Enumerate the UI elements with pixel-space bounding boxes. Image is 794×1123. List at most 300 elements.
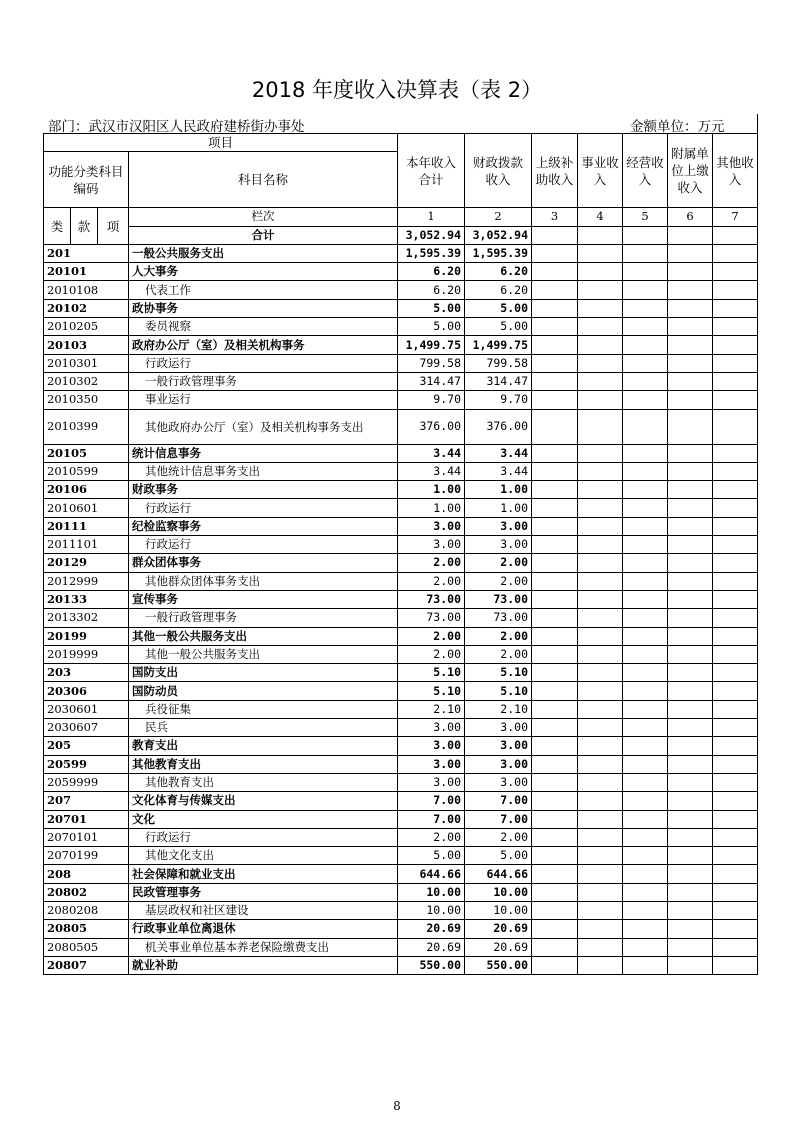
total-income-value: 550.00: [398, 956, 465, 974]
empty-cell: [532, 883, 578, 901]
empty-cell: [713, 810, 758, 828]
empty-cell: [713, 554, 758, 572]
subject-name: 国防支出: [129, 664, 398, 682]
table-row: [44, 517, 758, 535]
total-income-value: 3.00: [398, 773, 465, 791]
empty-cell: [668, 263, 713, 281]
fiscal-allocation-value: 7.00: [465, 810, 532, 828]
total-income-value: 6.20: [398, 281, 465, 299]
empty-cell: [713, 391, 758, 409]
empty-cell: [578, 719, 623, 737]
empty-cell: [578, 828, 623, 846]
subject-name: 其他一般公共服务支出: [129, 627, 398, 645]
empty-cell: [713, 737, 758, 755]
table-row: [44, 810, 758, 828]
empty-cell: [532, 664, 578, 682]
empty-cell: [532, 536, 578, 554]
empty-cell: [532, 627, 578, 645]
empty-cell: [532, 938, 578, 956]
empty-cell: [713, 336, 758, 354]
total-income-value: 3.44: [398, 462, 465, 480]
empty-cell: [578, 299, 623, 317]
fiscal-allocation-value: 5.00: [465, 299, 532, 317]
empty-cell: [623, 281, 668, 299]
empty-cell: [532, 773, 578, 791]
total-income-value: 3.44: [398, 444, 465, 462]
empty-cell: [623, 318, 668, 336]
subject-name: 统计信息事务: [129, 444, 398, 462]
lei-header: 类: [44, 208, 71, 245]
total-income-value: 5.00: [398, 847, 465, 865]
empty-cell: [668, 244, 713, 262]
empty-cell: [532, 263, 578, 281]
empty-cell: [578, 590, 623, 608]
table-row: [44, 645, 758, 663]
col-header-7: 其他收入: [713, 134, 758, 208]
empty-cell: [668, 645, 713, 663]
subject-name: 事业运行: [129, 391, 398, 409]
empty-cell: [668, 481, 713, 499]
empty-cell: [623, 444, 668, 462]
empty-cell: [623, 682, 668, 700]
table-row: [44, 462, 758, 480]
total-income-value: 3.00: [398, 755, 465, 773]
empty-cell: [668, 883, 713, 901]
fiscal-allocation-value: 1.00: [465, 481, 532, 499]
xiang-header: 项: [98, 208, 129, 245]
fiscal-allocation-value: 9.70: [465, 391, 532, 409]
total-income-value: 7.00: [398, 810, 465, 828]
subject-name: 机关事业单位基本养老保险缴费支出: [129, 938, 398, 956]
empty-cell: [578, 664, 623, 682]
empty-cell: [532, 700, 578, 718]
func-code-header: 功能分类科目编码: [44, 152, 129, 208]
empty-cell: [713, 901, 758, 919]
empty-cell: [532, 409, 578, 444]
empty-cell: [578, 755, 623, 773]
empty-cell: [578, 244, 623, 262]
empty-cell: [668, 609, 713, 627]
fiscal-allocation-value: 3.44: [465, 462, 532, 480]
header-divider: [757, 114, 758, 133]
empty-cell: [578, 481, 623, 499]
empty-cell: [532, 719, 578, 737]
subject-name: 其他教育支出: [129, 755, 398, 773]
fiscal-allocation-value: 3.00: [465, 517, 532, 535]
fiscal-allocation-value: 6.20: [465, 281, 532, 299]
empty-cell: [713, 318, 758, 336]
subject-name: 行政运行: [129, 536, 398, 554]
empty-cell: [713, 755, 758, 773]
total-income-value: 2.00: [398, 627, 465, 645]
subject-code: 2010399: [44, 409, 129, 444]
subject-code: 20106: [44, 481, 129, 499]
subject-name: 政协事务: [129, 299, 398, 317]
empty-cell: [713, 281, 758, 299]
empty-cell: [532, 517, 578, 535]
fiscal-allocation-value: 10.00: [465, 901, 532, 919]
empty-cell: [713, 865, 758, 883]
empty-cell: [668, 627, 713, 645]
empty-cell: [532, 828, 578, 846]
total-income-value: 1,595.39: [398, 244, 465, 262]
empty-cell: [713, 627, 758, 645]
subject-code: 20133: [44, 590, 129, 608]
table-row: [44, 901, 758, 919]
subject-name: 财政事务: [129, 481, 398, 499]
subject-code: 208: [44, 865, 129, 883]
subject-code: 2010601: [44, 499, 129, 517]
empty-cell: [668, 572, 713, 590]
empty-cell: [532, 590, 578, 608]
income-table: [43, 133, 758, 975]
subject-code: 20105: [44, 444, 129, 462]
table-row: [44, 244, 758, 262]
empty-cell: [713, 664, 758, 682]
total-value-1: 3,052.94: [398, 226, 465, 244]
table-row: [44, 281, 758, 299]
empty-cell: [578, 499, 623, 517]
empty-cell: [623, 609, 668, 627]
empty-cell: [668, 956, 713, 974]
empty-cell: [532, 847, 578, 865]
page-title: 2018 年度收入决算表（表 2）: [251, 78, 543, 102]
fiscal-allocation-value: 5.10: [465, 682, 532, 700]
table-row: [44, 719, 758, 737]
empty-cell: [713, 536, 758, 554]
empty-cell: [668, 281, 713, 299]
subject-code: 2013302: [44, 609, 129, 627]
subject-code: 207: [44, 792, 129, 810]
empty-cell: [578, 517, 623, 535]
table-row: [44, 336, 758, 354]
empty-cell: [578, 536, 623, 554]
table-row: [44, 263, 758, 281]
empty-cell: [623, 462, 668, 480]
table-row: [44, 938, 758, 956]
subject-name: 一般行政管理事务: [129, 372, 398, 390]
fiscal-allocation-value: 7.00: [465, 792, 532, 810]
fiscal-allocation-value: 5.00: [465, 318, 532, 336]
empty-cell: [578, 263, 623, 281]
subject-code: 2019999: [44, 645, 129, 663]
total-value-2: 3,052.94: [465, 226, 532, 244]
empty-cell: [532, 682, 578, 700]
empty-cell: [668, 299, 713, 317]
fiscal-allocation-value: 2.10: [465, 700, 532, 718]
empty-cell: [578, 354, 623, 372]
fiscal-allocation-value: 1.00: [465, 499, 532, 517]
table-row: [44, 792, 758, 810]
empty-cell: [623, 354, 668, 372]
empty-cell: [668, 499, 713, 517]
subject-code: 2010205: [44, 318, 129, 336]
empty-cell: [713, 517, 758, 535]
table-row: [44, 865, 758, 883]
table-row: [44, 682, 758, 700]
empty-cell: [623, 883, 668, 901]
empty-cell: [623, 755, 668, 773]
empty-cell: [623, 409, 668, 444]
col-header-6: 附属单位上缴收入: [668, 134, 713, 208]
empty-cell: [623, 372, 668, 390]
empty-cell: [578, 336, 623, 354]
subject-code: 20199: [44, 627, 129, 645]
empty-cell: [623, 865, 668, 883]
subject-code: 20103: [44, 336, 129, 354]
subject-name: 国防动员: [129, 682, 398, 700]
empty-cell: [532, 462, 578, 480]
subject-code: 2030607: [44, 719, 129, 737]
table-row: [44, 847, 758, 865]
fiscal-allocation-value: 644.66: [465, 865, 532, 883]
empty-cell: [532, 372, 578, 390]
empty-cell: [668, 938, 713, 956]
empty-cell: [668, 409, 713, 444]
subject-code: 20599: [44, 755, 129, 773]
table-row: [44, 354, 758, 372]
project-header: 项目: [44, 134, 398, 152]
empty-cell: [578, 409, 623, 444]
empty-cell: [578, 554, 623, 572]
fiscal-allocation-value: 73.00: [465, 590, 532, 608]
empty-cell: [668, 462, 713, 480]
empty-cell: [713, 773, 758, 791]
empty-cell: [532, 609, 578, 627]
empty-cell: [668, 792, 713, 810]
table-row: [44, 318, 758, 336]
subject-code: 2070101: [44, 828, 129, 846]
col-header-3: 上级补助收入: [532, 134, 578, 208]
total-income-value: 3.00: [398, 517, 465, 535]
empty-cell: [623, 920, 668, 938]
total-income-value: 5.10: [398, 664, 465, 682]
lanci-label: 栏次: [129, 208, 398, 226]
subject-name: 兵役征集: [129, 700, 398, 718]
table-row: [44, 590, 758, 608]
subject-code: 2080505: [44, 938, 129, 956]
empty-cell: [713, 481, 758, 499]
empty-cell: [578, 700, 623, 718]
empty-cell: [713, 645, 758, 663]
col-number-6: 6: [668, 208, 713, 226]
empty-cell: [668, 664, 713, 682]
col-header-4: 事业收入: [578, 134, 623, 208]
empty-cell: [532, 792, 578, 810]
table-row: [44, 920, 758, 938]
empty-cell: [623, 244, 668, 262]
subject-name-header: 科目名称: [129, 152, 398, 208]
empty-cell: [623, 773, 668, 791]
empty-cell: [713, 956, 758, 974]
table-row: [44, 664, 758, 682]
unit-label: 金额单位：万元: [630, 119, 725, 135]
empty-cell: [668, 737, 713, 755]
total-income-value: 3.00: [398, 536, 465, 554]
empty-cell: [668, 828, 713, 846]
total-income-value: 1.00: [398, 481, 465, 499]
total-income-value: 5.00: [398, 318, 465, 336]
empty-cell: [668, 590, 713, 608]
fiscal-allocation-value: 2.00: [465, 572, 532, 590]
empty-cell: [623, 299, 668, 317]
empty-cell: [532, 299, 578, 317]
empty-cell: [713, 847, 758, 865]
total-income-value: 1,499.75: [398, 336, 465, 354]
total-income-value: 376.00: [398, 409, 465, 444]
total-income-value: 3.00: [398, 719, 465, 737]
subject-code: 2010108: [44, 281, 129, 299]
empty-cell: [713, 682, 758, 700]
empty-cell: [713, 572, 758, 590]
empty-cell: [532, 810, 578, 828]
empty-cell: [623, 336, 668, 354]
total-income-value: 1.00: [398, 499, 465, 517]
subject-name: 一般公共服务支出: [129, 244, 398, 262]
fiscal-allocation-value: 5.00: [465, 847, 532, 865]
subject-name: 其他教育支出: [129, 773, 398, 791]
table-row: [44, 883, 758, 901]
fiscal-allocation-value: 10.00: [465, 883, 532, 901]
total-income-value: 2.00: [398, 645, 465, 663]
col-number-7: 7: [713, 208, 758, 226]
total-income-value: 10.00: [398, 883, 465, 901]
col-number-4: 4: [578, 208, 623, 226]
empty-cell: [668, 810, 713, 828]
empty-cell: [578, 792, 623, 810]
total-income-value: 73.00: [398, 590, 465, 608]
empty-cell: [668, 700, 713, 718]
total-income-value: 644.66: [398, 865, 465, 883]
table-row: [44, 554, 758, 572]
empty-cell: [623, 554, 668, 572]
col-header-2: 财政拨款收入: [465, 134, 532, 208]
page-number: 8: [393, 1099, 401, 1113]
empty-cell: [623, 645, 668, 663]
empty-cell: [578, 391, 623, 409]
empty-cell: [578, 281, 623, 299]
total-income-value: 20.69: [398, 938, 465, 956]
subject-name: 其他政府办公厅（室）及相关机构事务支出: [129, 409, 398, 444]
empty-cell: [668, 755, 713, 773]
total-income-value: 10.00: [398, 901, 465, 919]
fiscal-allocation-value: 2.00: [465, 627, 532, 645]
fiscal-allocation-value: 3.00: [465, 755, 532, 773]
empty-cell: [623, 847, 668, 865]
col-header-1: 本年收入合计: [398, 134, 465, 208]
empty-cell: [532, 737, 578, 755]
fiscal-allocation-value: 3.44: [465, 444, 532, 462]
subject-code: 2010302: [44, 372, 129, 390]
subject-code: 2010599: [44, 462, 129, 480]
empty-cell: [532, 572, 578, 590]
empty-cell: [623, 536, 668, 554]
subject-name: 民政管理事务: [129, 883, 398, 901]
empty-cell: [623, 627, 668, 645]
empty-cell: [578, 847, 623, 865]
empty-cell: [668, 719, 713, 737]
empty-cell: [668, 865, 713, 883]
subject-name: 教育支出: [129, 737, 398, 755]
subject-code: 20111: [44, 517, 129, 535]
col-header-5: 经营收入: [623, 134, 668, 208]
subject-name: 其他群众团体事务支出: [129, 572, 398, 590]
total-income-value: 20.69: [398, 920, 465, 938]
empty-cell: [668, 517, 713, 535]
empty-cell: [578, 810, 623, 828]
total-income-value: 799.58: [398, 354, 465, 372]
empty-cell: [532, 336, 578, 354]
kuan-header: 款: [71, 208, 98, 245]
empty-cell: [668, 354, 713, 372]
fiscal-allocation-value: 3.00: [465, 737, 532, 755]
fiscal-allocation-value: 2.00: [465, 828, 532, 846]
total-income-value: 2.00: [398, 572, 465, 590]
subject-code: 20805: [44, 920, 129, 938]
empty-cell: [668, 372, 713, 390]
table-row: [44, 409, 758, 444]
empty-cell: [668, 336, 713, 354]
empty-cell: [713, 354, 758, 372]
subject-code: 2010301: [44, 354, 129, 372]
empty-cell: [578, 462, 623, 480]
empty-cell: [532, 244, 578, 262]
empty-cell: [623, 391, 668, 409]
empty-cell: [623, 792, 668, 810]
fiscal-allocation-value: 3.00: [465, 536, 532, 554]
total-income-value: 2.10: [398, 700, 465, 718]
table-row: [44, 773, 758, 791]
table-row: [44, 609, 758, 627]
empty-cell: [623, 810, 668, 828]
table-row: [44, 444, 758, 462]
empty-cell: [713, 244, 758, 262]
table-row: [44, 828, 758, 846]
table-row: [44, 481, 758, 499]
col-number-5: 5: [623, 208, 668, 226]
total-income-value: 6.20: [398, 263, 465, 281]
fiscal-allocation-value: 3.00: [465, 719, 532, 737]
fiscal-allocation-value: 799.58: [465, 354, 532, 372]
empty-cell: [578, 938, 623, 956]
empty-cell: [532, 281, 578, 299]
subject-code: 20102: [44, 299, 129, 317]
col-number-1: 1: [398, 208, 465, 226]
fiscal-allocation-value: 6.20: [465, 263, 532, 281]
empty-cell: [623, 719, 668, 737]
subject-name: 群众团体事务: [129, 554, 398, 572]
empty-cell: [713, 499, 758, 517]
empty-cell: [623, 499, 668, 517]
col-number-3: 3: [532, 208, 578, 226]
empty-cell: [578, 372, 623, 390]
empty-cell: [713, 792, 758, 810]
subject-code: 2070199: [44, 847, 129, 865]
subject-code: 20306: [44, 682, 129, 700]
empty-cell: [532, 318, 578, 336]
subject-code: 2012999: [44, 572, 129, 590]
subject-code: 2030601: [44, 700, 129, 718]
empty-cell: [713, 590, 758, 608]
fiscal-allocation-value: 3.00: [465, 773, 532, 791]
empty-cell: [532, 391, 578, 409]
empty-cell: [668, 847, 713, 865]
subject-name: 行政运行: [129, 828, 398, 846]
empty-cell: [623, 664, 668, 682]
empty-cell: [668, 682, 713, 700]
table-row: [44, 737, 758, 755]
empty-cell: [668, 920, 713, 938]
